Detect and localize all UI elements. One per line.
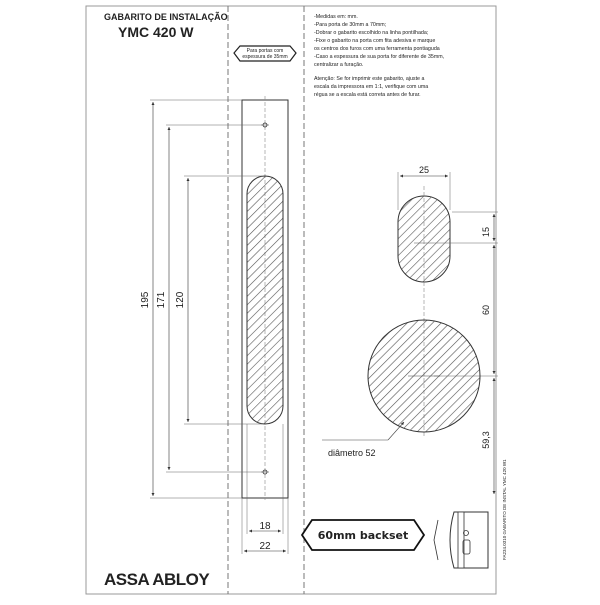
dimension-120-label: 120 <box>175 291 186 309</box>
dimension-22-label: 22 <box>259 541 271 552</box>
dimension-59-3-label: 59,3 <box>481 431 491 449</box>
instruction-line: -Dobrar o gabarito escolhido na linha pontilhada; <box>314 30 429 36</box>
attention-line: régua se a escala está correta antes de furar. <box>314 92 421 98</box>
instruction-line: centralizar a furação. <box>314 62 364 68</box>
dimension-195-label: 195 <box>140 291 151 309</box>
door-thickness-badge <box>234 46 296 61</box>
instruction-line: -Fixe o gabarito na porta com fita adesiva e marque <box>314 38 436 44</box>
backset-label: 60mm backset <box>317 529 409 542</box>
instruction-line: -Medidas em: mm. <box>314 14 358 20</box>
diameter-label: diâmetro 52 <box>328 448 376 458</box>
brand-logo: ASSA ABLOY <box>104 570 210 589</box>
backset-badge <box>302 520 424 550</box>
dimension-15-label: 15 <box>481 226 491 238</box>
attention-line: escala da impressora em 1:1, verifique com uma <box>314 84 429 90</box>
dimension-18-label: 18 <box>259 521 271 532</box>
handle-slot-cutout <box>247 176 283 424</box>
title-line-2: YMC 420 W <box>118 24 194 40</box>
instruction-line: os centros dos furos com uma ferramenta pontiaguda <box>314 46 440 52</box>
dimension-171 <box>156 125 262 472</box>
title-line-1: GABARITO DE INSTALAÇÃO <box>104 12 228 22</box>
attention-line: Atenção: Se for imprimir este gabarito, ajuste a <box>314 76 425 82</box>
latch-sketch <box>434 512 488 568</box>
dimension-171-label: 171 <box>156 291 167 309</box>
document-code: FA234.0310 GABARITO DE INSTAL YMC 420 W1 <box>502 459 507 560</box>
instruction-line: -Para porta de 30mm a 70mm; <box>314 22 387 28</box>
instruction-line: -Caso a espessura de sua porta for diferente de 35mm, <box>314 54 445 60</box>
dimension-59-3 <box>481 378 494 494</box>
badge-line-1: Para portas com <box>246 48 284 54</box>
badge-line-2: espessura de 35mm <box>242 54 288 60</box>
dimension-60-label: 60 <box>481 304 491 316</box>
instructions-block <box>314 14 444 98</box>
cylinder-oval-cutout <box>398 196 450 282</box>
dimension-25-label: 25 <box>418 165 430 175</box>
